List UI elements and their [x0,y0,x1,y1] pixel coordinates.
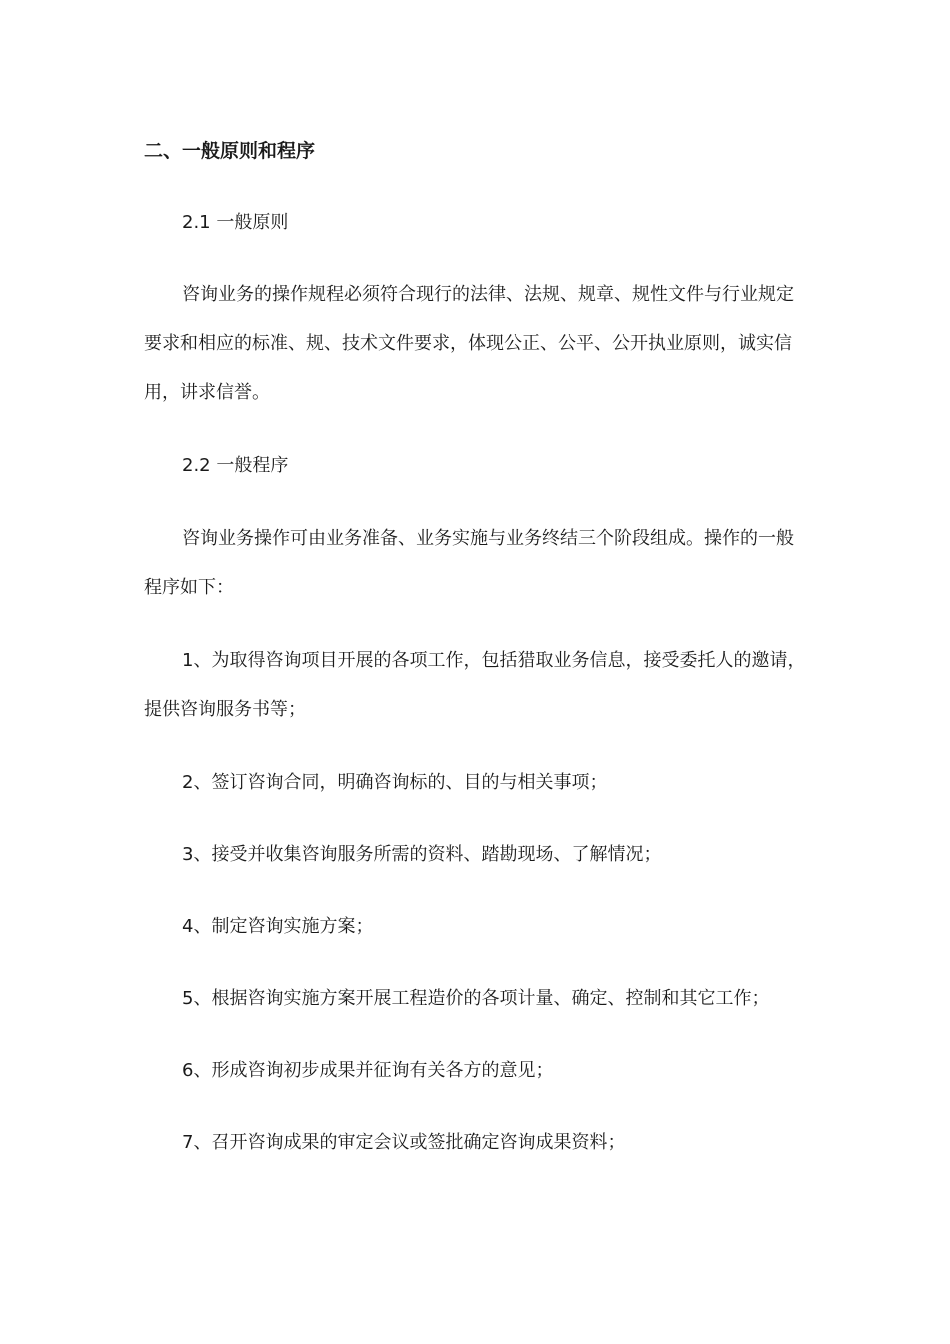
section-heading: 二、一般原则和程序 [144,140,316,162]
subsection-title-2-1: 2.1 一般原则 [182,212,289,233]
procedure-step: 5、根据咨询实施方案开展工程造价的各项计量、确定、控制和其它工作； [182,988,770,1009]
procedure-step: 7、召开咨询成果的审定会议或签批确定咨询成果资料； [182,1132,626,1153]
procedure-step: 4、制定咨询实施方案； [182,916,374,937]
procedure-step: 2、签订咨询合同，明确咨询标的、目的与相关事项； [182,772,608,793]
paragraph-general-principles: 咨询业务的操作规程必须符合现行的法律、法规、规章、规性文件与行业规定要求和相应的标准、规、技术文件要求，体现公正、公平、公开执业原则，诚实信用，讲求信誉。 [144,284,794,403]
procedure-step: 1、为取得咨询项目开展的各项工作，包括猎取业务信息，接受委托人的邀请，提供咨询服务书等； [144,650,806,720]
procedure-step: 6、形成咨询初步成果并征询有关各方的意见； [182,1060,554,1081]
paragraph-general-procedure: 咨询业务操作可由业务准备、业务实施与业务终结三个阶段组成。操作的一般程序如下： [144,528,794,598]
subsection-title-2-2: 2.2 一般程序 [182,455,289,476]
procedure-step: 3、接受并收集咨询服务所需的资料、踏勘现场、了解情况； [182,844,662,865]
